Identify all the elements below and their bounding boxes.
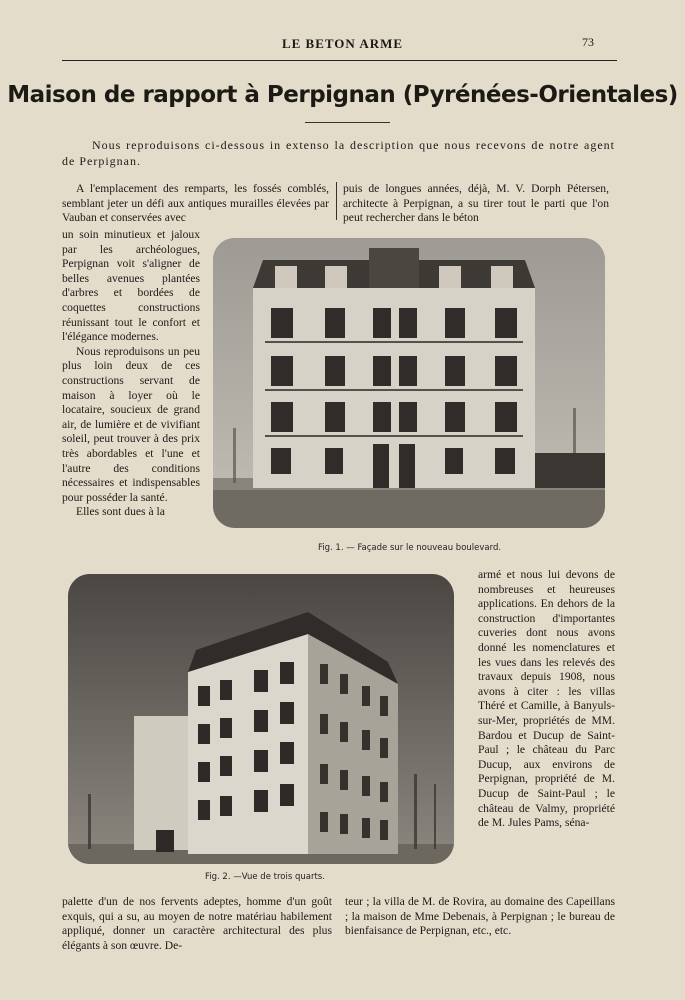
- building-facade-illustration: [213, 238, 605, 528]
- figure-1-photo: [213, 238, 605, 528]
- intro-paragraph: [62, 137, 615, 169]
- paragraph-bottom-right: teur ; la villa de M. de Rovira, au domaine des Capeillans ; la maison de Mme Debenais, à Perpignan ; le bureau de bienfaisance de Perpignan, etc., etc.: [345, 895, 615, 938]
- title-rule: [305, 122, 390, 123]
- paragraph-3-start: Elles sont dues à la: [76, 505, 165, 519]
- figure-1-caption: Fig. 1. — Façade sur le nouveau boulevard.: [318, 543, 502, 553]
- journal-title: LE BETON ARME: [281, 36, 404, 51]
- article-title: Maison de rapport à Perpignan (Pyrénées-Orientales): [7, 82, 678, 108]
- intro-text: Nous reproduisons ci-dessous in extenso la description que nous recevons de notre agent de Perpignan.: [62, 138, 615, 168]
- paragraph-right-middle: armé et nous lui devons de nombreuses et heureuses applications. En dehors de la construction d'importantes cuveries dont nous avons donné les nomenclatures et les vues dans les relevés des travaux depuis 1908, nous avons à citer : les villas Théré et Camille, à Banyuls-sur-Mer, propriétés de MM. Bardou et Ducup de Saint-Paul ; le château du Parc Ducup, aux environs de Perpignan, propriété de M. Ducup de Saint-Paul ; le château de Valmy, propriété de M. Jules Pams, séna-: [478, 568, 615, 830]
- figure-2-caption: Fig. 2. —Vue de trois quarts.: [205, 872, 325, 882]
- left-column-top: [62, 182, 329, 226]
- paragraph-1-end: un soin minutieux et jaloux par les archéologues, Perpignan voit s'aligner de belles avenues plantées d'arbres et bordées de coquettes constructions réunissant tout le confort et l'élégance modernes.: [62, 228, 200, 344]
- header-rule: [62, 60, 617, 61]
- paragraph-2: Nous reproduisons un peu plus loin deux de ces constructions servant de maison à loyer où le locataire, soucieux de grand air, de lumière et de vivifiant soleil, peut trouver à des prix très abordables et l'une et l'autre des conditions nécessaires et indispensables pour posséder la santé.: [62, 344, 200, 504]
- building-three-quarter-illustration: [68, 574, 454, 864]
- left-column-narrow: [62, 228, 200, 520]
- right-column-top: [343, 182, 609, 226]
- right-column-narrow: [478, 568, 615, 831]
- left-column-bottom: [62, 895, 332, 953]
- paragraph-right-top: puis de longues années, déjà, M. V. Dorph Pétersen, architecte à Perpignan, a su tirer tout le parti que l'on peut rechercher dans le béton: [343, 182, 609, 225]
- column-separator: [336, 182, 337, 220]
- figure-2-photo: [68, 574, 454, 864]
- paragraph-bottom-left: palette d'un de nos fervents adeptes, homme d'un goût exquis, qui a su, au moyen de notre matériau habilement appliqué, donner un caractère architectural des plus élégants à son œuvre. De-: [62, 895, 332, 952]
- page-number: 73: [582, 35, 594, 49]
- right-column-bottom: [345, 895, 615, 939]
- paragraph-1-start: A l'emplacement des remparts, les fossés comblés, semblant jeter un défi aux antiques murailles élevées par Vauban et conservées avec: [62, 182, 329, 225]
